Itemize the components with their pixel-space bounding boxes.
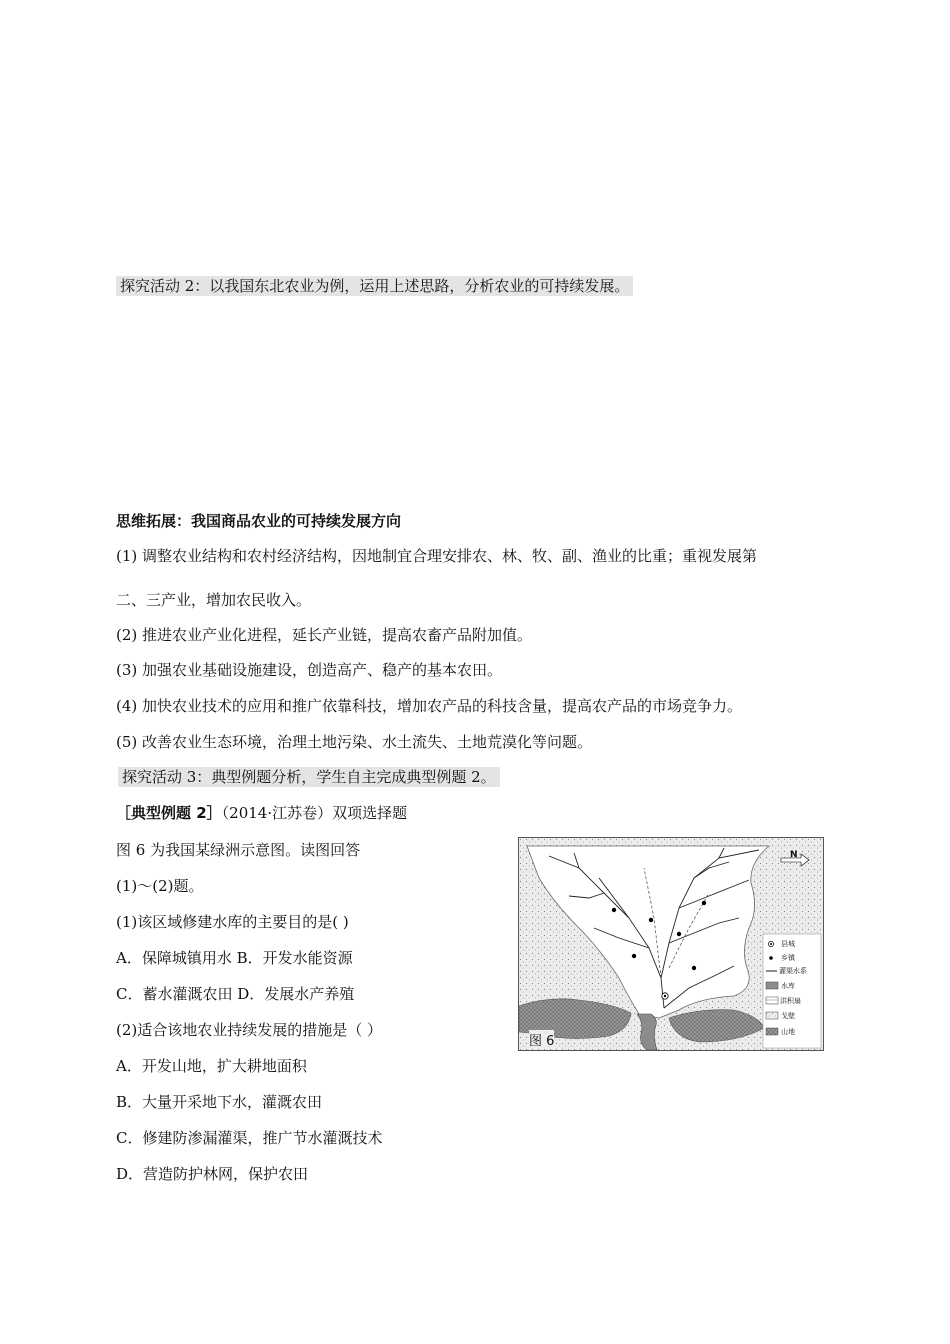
- legend-canal-label: 灌渠水系: [779, 967, 807, 975]
- activity3-text: 探究活动 3：典型例题分析，学生自主完成典型例题 2。: [118, 767, 500, 787]
- legend-gobi-label: 戈壁: [781, 1012, 795, 1020]
- township-marker: [692, 966, 696, 970]
- legend-fan-label: 洪积扇: [780, 997, 801, 1005]
- legend-gobi-symbol: [766, 1012, 778, 1019]
- township-marker: [632, 954, 636, 958]
- legend-township-label: 乡镇: [781, 954, 795, 962]
- thinking-title: 思维拓展：我国商品农业的可持续发展方向: [116, 512, 402, 530]
- county-town-marker-dot: [664, 995, 666, 997]
- example-intro-1: 图 6 为我国某绿洲示意图。读图回答: [116, 841, 361, 859]
- thinking-item-4: (4) 加快农业技术的应用和推广依靠科技，增加农产品的科技含量，提高农产品的市场竞争力。: [116, 697, 743, 715]
- thinking-item-2: (2) 推进农业产业化进程，延长产业链，提高农畜产品附加值。: [116, 626, 533, 644]
- township-marker: [677, 932, 681, 936]
- legend-township-symbol: [769, 956, 773, 960]
- thinking-item-5: (5) 改善农业生态环境，治理土地污染、水土流失、土地荒漠化等问题。: [116, 733, 593, 751]
- figure-label: 图 6: [529, 1030, 554, 1049]
- thinking-item-1-cont: 二、三产业，增加农民收入。: [116, 591, 312, 609]
- question-1: (1)该区域修建水库的主要目的是( ): [116, 913, 349, 931]
- legend-county-label: 县城: [781, 940, 795, 948]
- question-2-option-a: A．开发山地，扩大耕地面积: [116, 1057, 307, 1075]
- question-2-option-b: B．大量开采地下水，灌溉农田: [116, 1093, 323, 1111]
- activity2-text: 探究活动 2：以我国东北农业为例，运用上述思路，分析农业的可持续发展。: [116, 276, 633, 296]
- question-2-option-c: C．修建防渗漏灌渠，推广节水灌溉技术: [116, 1129, 383, 1147]
- north-label: N: [790, 850, 798, 860]
- example-bracket: ［典型例题 2］: [116, 804, 222, 822]
- question-2: (2)适合该地农业持续发展的措施是（ ）: [116, 1021, 383, 1039]
- oasis-map: [519, 838, 823, 1050]
- legend-fan-symbol: [766, 997, 778, 1004]
- question-2-option-d: D．营造防护林网，保护农田: [116, 1165, 309, 1183]
- thinking-item-1: (1) 调整农业结构和农村经济结构，因地制宜合理安排农、林、牧、副、渔业的比重；重视发展第: [116, 547, 758, 565]
- legend-reservoir-symbol: [766, 982, 778, 989]
- question-1-options-cd: C．蓄水灌溉农田 D．发展水产养殖: [116, 985, 355, 1003]
- legend-mountain-label: 山地: [781, 1028, 795, 1036]
- legend-reservoir-label: 水库: [781, 982, 795, 990]
- township-marker: [612, 908, 616, 912]
- thinking-item-3: (3) 加强农业基础设施建设，创造高产、稳产的基本农田。: [116, 661, 503, 679]
- example-header: [116, 803, 407, 823]
- oasis-map-figure: [518, 837, 824, 1051]
- example-intro-2: (1)～(2)题。: [116, 877, 204, 895]
- example-source: （2014·江苏卷）双项选择题: [221, 804, 408, 822]
- question-1-options-ab: A．保障城镇用水 B．开发水能资源: [116, 949, 353, 967]
- township-marker: [702, 901, 706, 905]
- legend-mountain-symbol: [766, 1028, 778, 1035]
- township-marker: [649, 918, 653, 922]
